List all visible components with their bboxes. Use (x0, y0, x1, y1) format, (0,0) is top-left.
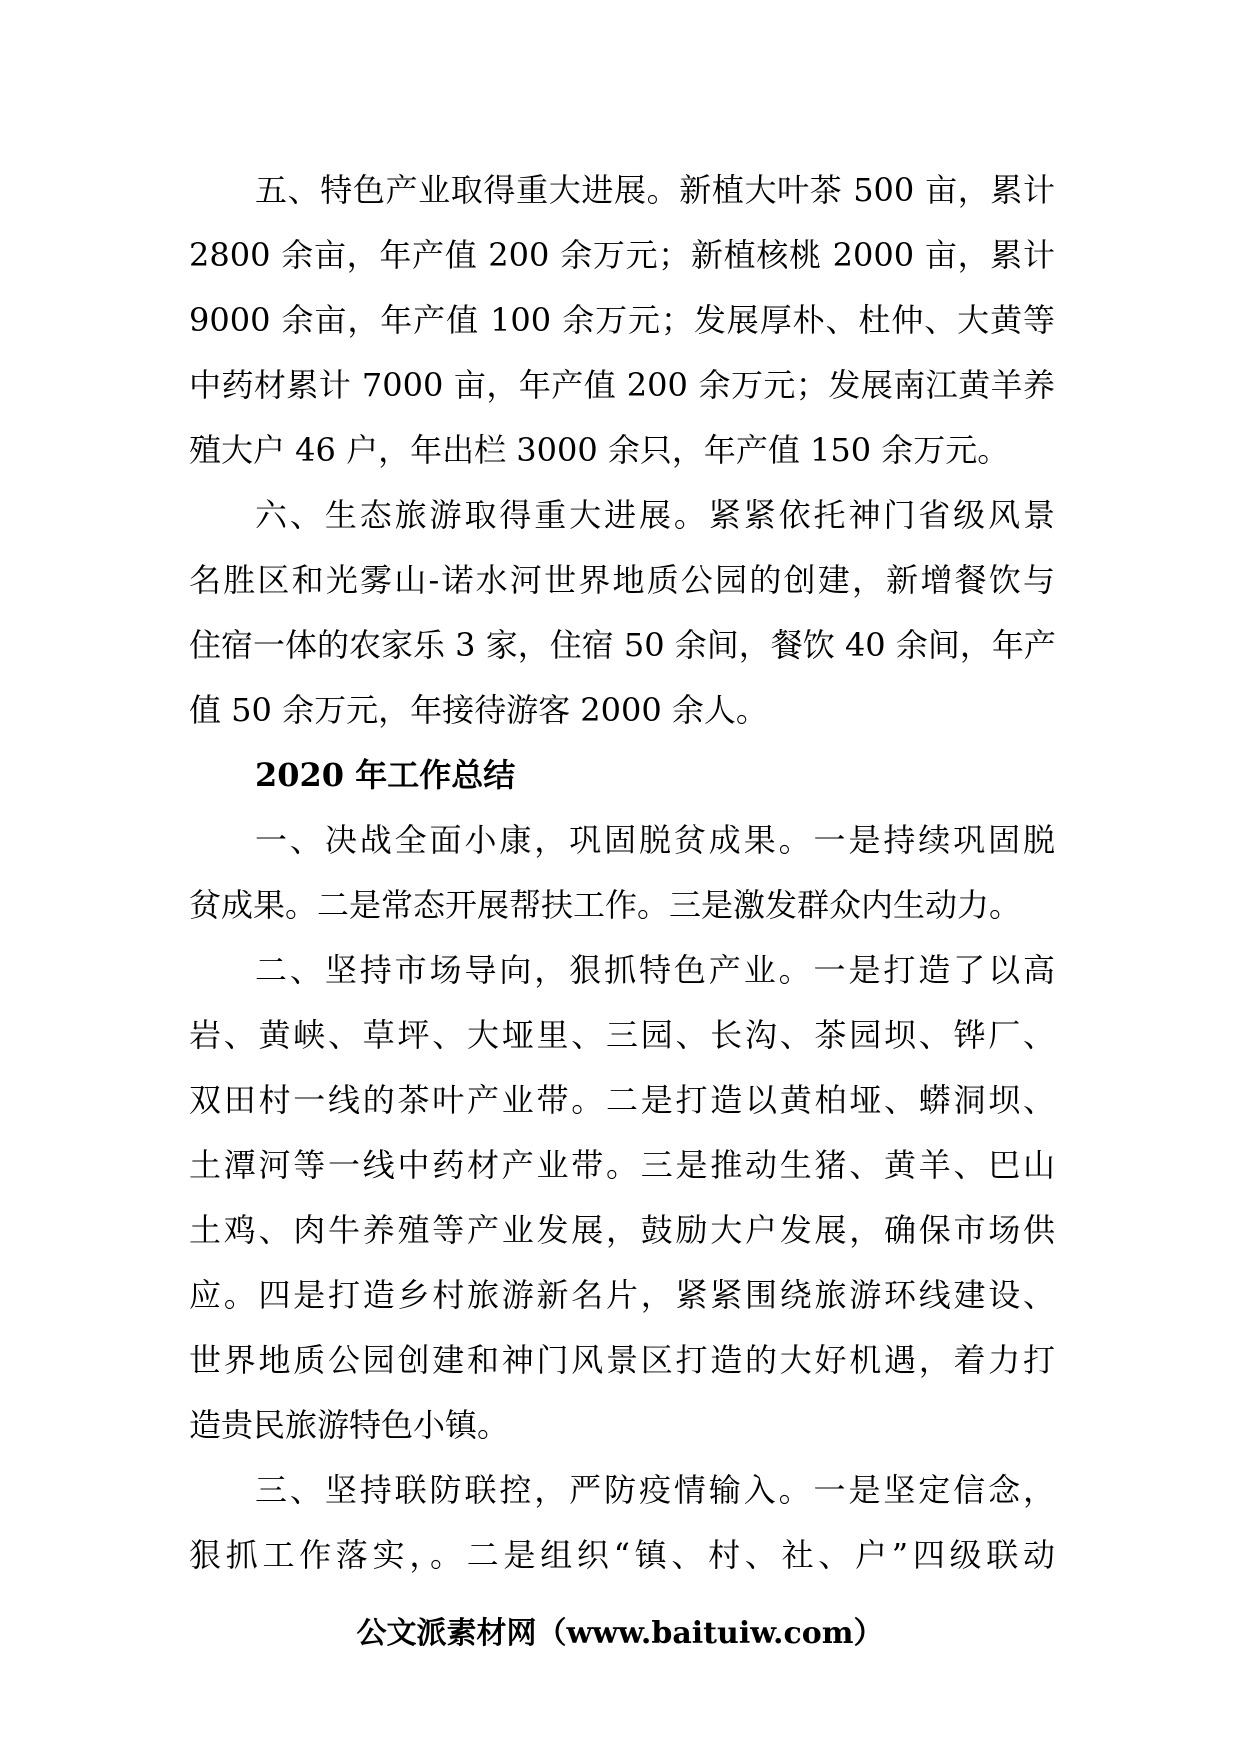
body-text-line: 双田村一线的茶叶产业带。二是打造以黄柏垭、蟒洞坝、 (189, 1081, 1055, 1119)
body-text-line: 土潭河等一线中药材产业带。三是推动生猪、黄羊、巴山 (189, 1146, 1055, 1184)
body-text-line: 造贵民旅游特色小镇。 (189, 1406, 510, 1444)
body-text-line: 名胜区和光雾山-诺水河世界地质公园的创建，新增餐饮与 (189, 561, 1055, 599)
section-heading: 2020 年工作总结 (255, 756, 516, 794)
body-text-line: 贫成果。二是常态开展帮扶工作。三是激发群众内生动力。 (189, 886, 1022, 924)
body-text-line: 2800 余亩，年产值 200 余万元；新植核桃 2000 亩，累计 (189, 236, 1055, 274)
body-text-line: 三、坚持联防联控，严防疫情输入。一是坚定信念， (255, 1471, 1055, 1509)
body-text-line: 五、特色产业取得重大进展。新植大叶茶 500 亩，累计 (255, 171, 1055, 209)
body-text-line: 应。四是打造乡村旅游新名片，紧紧围绕旅游环线建设、 (189, 1276, 1055, 1314)
body-text-line: 世界地质公园创建和神门风景区打造的大好机遇，着力打 (189, 1341, 1055, 1379)
document-body (189, 158, 1055, 1588)
body-text-line: 中药材累计 7000 亩，年产值 200 余万元；发展南江黄羊养 (189, 366, 1055, 404)
body-text-line: 土鸡、肉牛养殖等产业发展，鼓励大户发展，确保市场供 (189, 1211, 1055, 1249)
body-text-line: 住宿一体的农家乐 3 家，住宿 50 余间，餐饮 40 余间，年产 (189, 626, 1056, 664)
body-text-line: 岩、黄峡、草坪、大垭里、三园、长沟、茶园坝、铧厂、 (189, 1016, 1055, 1054)
body-text-line: 二、坚持市场导向，狠抓特色产业。一是打造了以高 (255, 951, 1055, 989)
body-text-line: 9000 余亩，年产值 100 余万元；发展厚朴、杜仲、大黄等 (189, 301, 1055, 339)
body-text-line: 殖大户 46 户，年出栏 3000 余只，年产值 150 余万元。 (189, 431, 1010, 469)
body-text-line: 六、生态旅游取得重大进展。紧紧依托神门省级风景 (255, 496, 1055, 534)
body-text-line: 狠抓工作落实，。二是组织“镇、村、社、户”四级联动 (189, 1536, 1055, 1574)
body-text-line: 一、决战全面小康，巩固脱贫成果。一是持续巩固脱 (255, 821, 1055, 859)
footer-watermark: 公文派素材网（www.baituiw.com） (356, 1616, 884, 1651)
body-text-line: 值 50 余万元，年接待游客 2000 余人。 (189, 691, 768, 729)
